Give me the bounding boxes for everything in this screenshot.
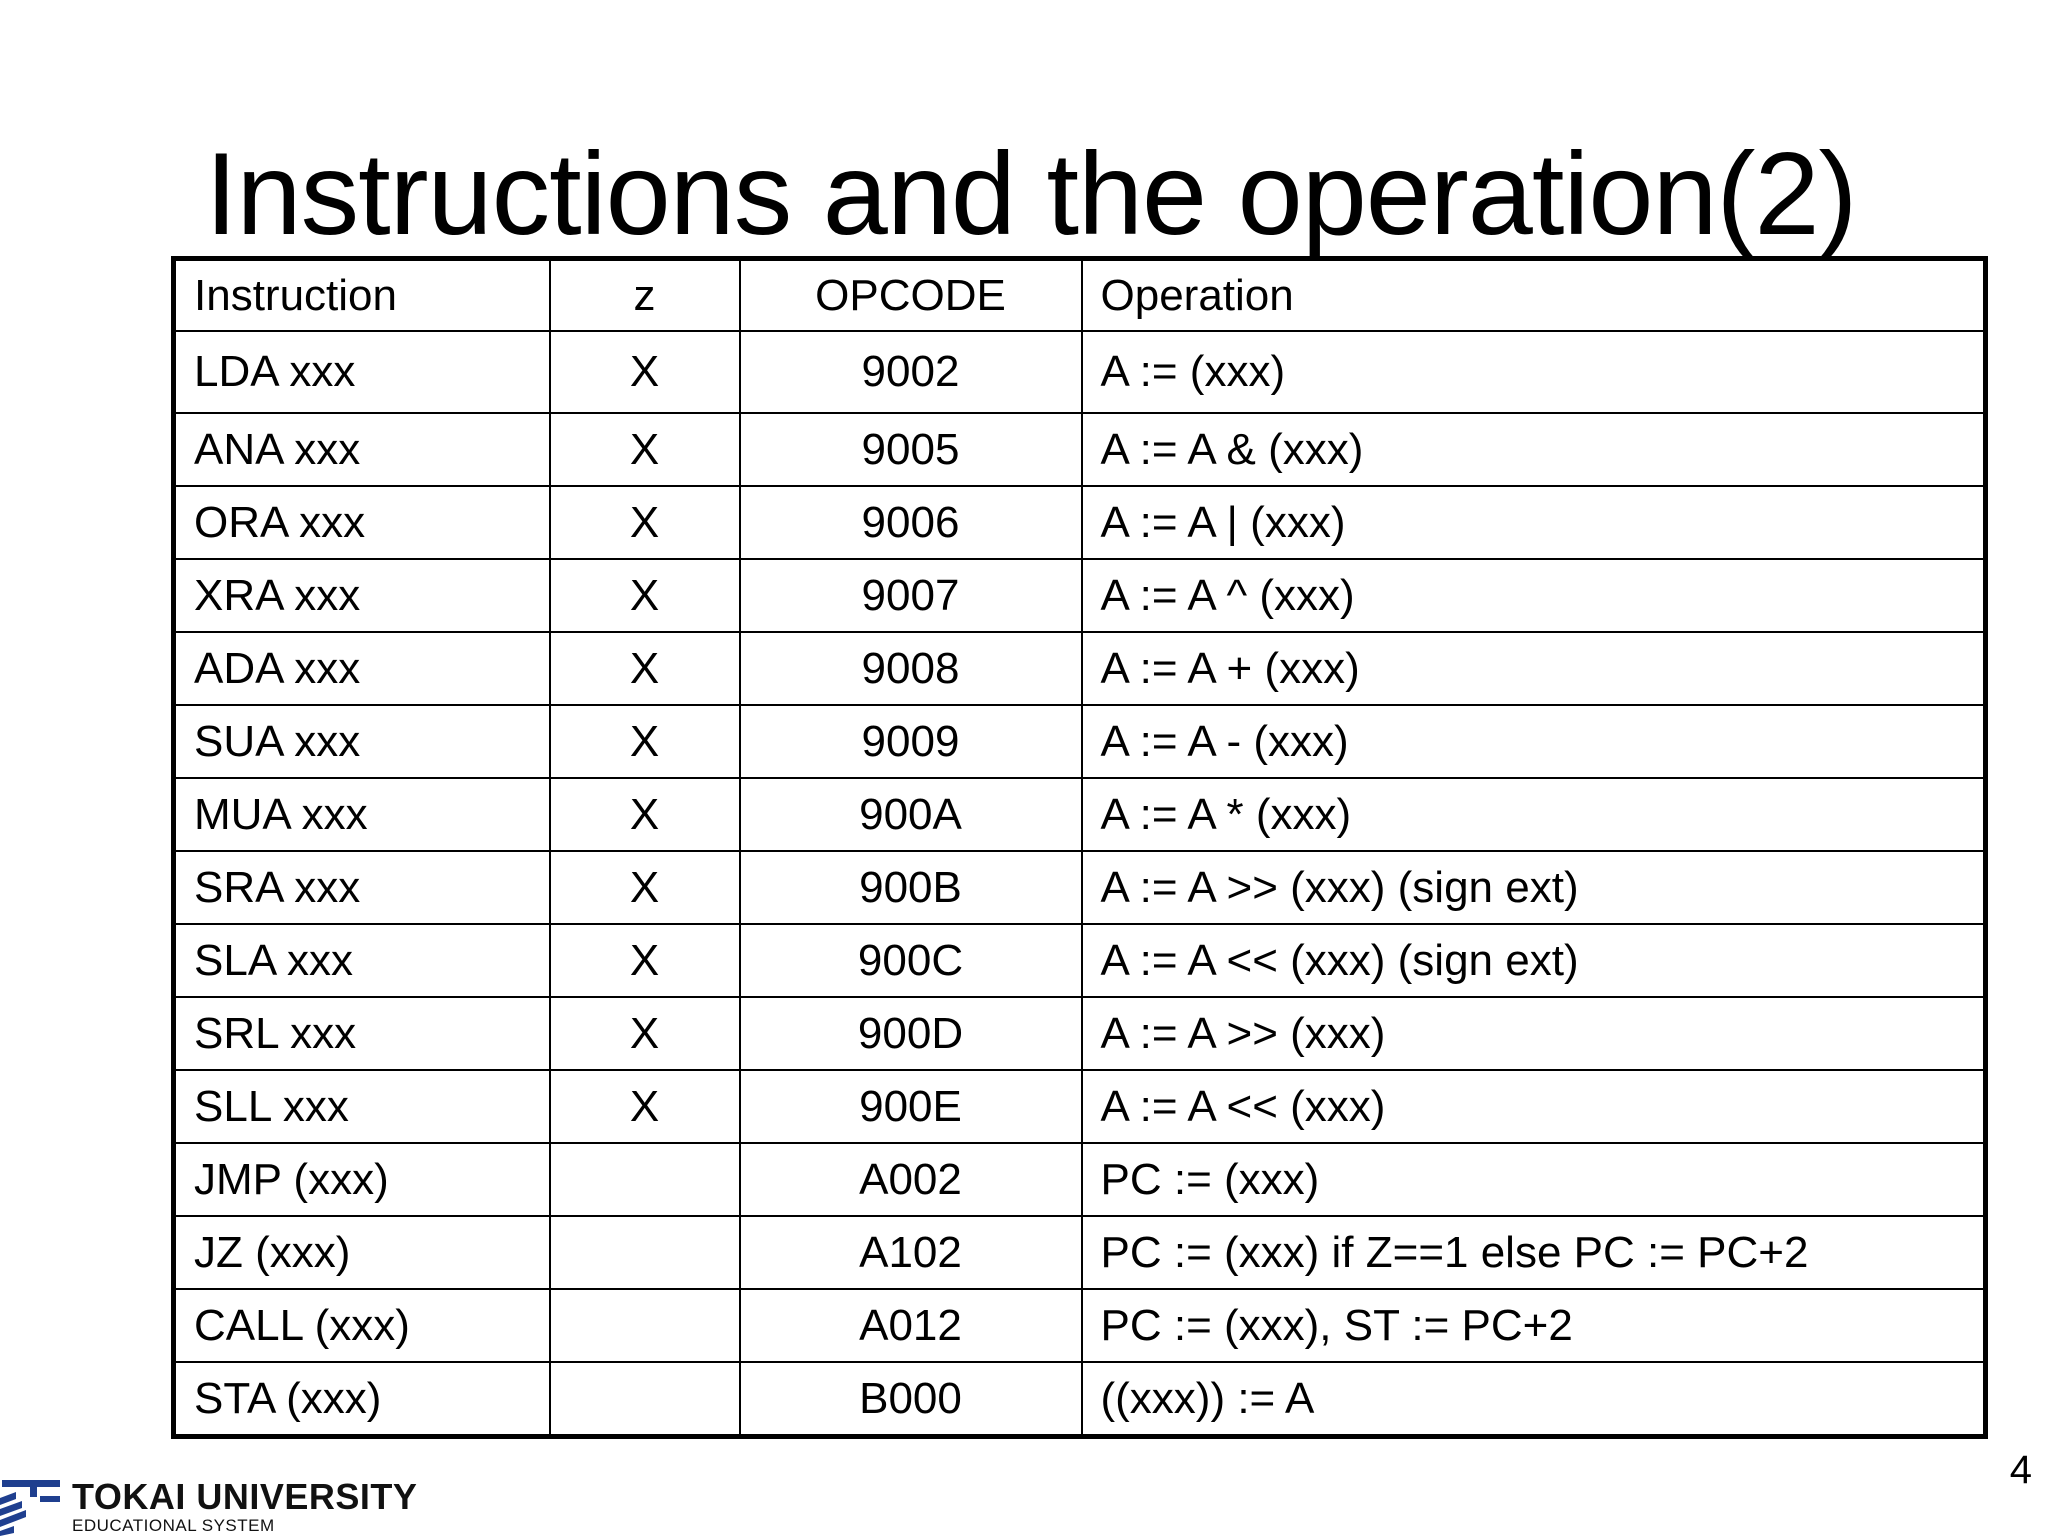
cell-instruction: SLL xxx: [174, 1070, 550, 1143]
cell-instruction: STA (xxx): [174, 1362, 550, 1437]
cell-instruction: SRA xxx: [174, 851, 550, 924]
slide-title: Instructions and the operation(2): [205, 128, 1857, 259]
table-row: [174, 413, 1986, 486]
cell-opcode: 9008: [740, 632, 1082, 705]
cell-z: X: [550, 778, 740, 851]
table-header-row: [174, 259, 1986, 332]
cell-operation: PC := (xxx): [1082, 1143, 1986, 1216]
cell-opcode: 9009: [740, 705, 1082, 778]
cell-operation: PC := (xxx), ST := PC+2: [1082, 1289, 1986, 1362]
logo-university-name: TOKAI UNIVERSITY: [72, 1476, 418, 1517]
table-row: [174, 1143, 1986, 1216]
cell-operation: ((xxx)) := A: [1082, 1362, 1986, 1437]
cell-instruction: MUA xxx: [174, 778, 550, 851]
header-opcode: OPCODE: [740, 259, 1082, 332]
cell-opcode: A012: [740, 1289, 1082, 1362]
cell-opcode: 900D: [740, 997, 1082, 1070]
header-z: z: [550, 259, 740, 332]
cell-instruction: JZ (xxx): [174, 1216, 550, 1289]
cell-instruction: SUA xxx: [174, 705, 550, 778]
cell-z: X: [550, 486, 740, 559]
cell-z: X: [550, 705, 740, 778]
cell-instruction: XRA xxx: [174, 559, 550, 632]
cell-instruction: SRL xxx: [174, 997, 550, 1070]
cell-z: X: [550, 559, 740, 632]
header-instruction: Instruction: [174, 259, 550, 332]
instruction-table: [171, 256, 1988, 1439]
cell-operation: PC := (xxx) if Z==1 else PC := PC+2: [1082, 1216, 1986, 1289]
table-row: [174, 331, 1986, 413]
cell-z: X: [550, 1070, 740, 1143]
table-body: [174, 331, 1986, 1437]
cell-operation: A := A + (xxx): [1082, 632, 1986, 705]
cell-z: X: [550, 997, 740, 1070]
cell-opcode: 9002: [740, 331, 1082, 413]
cell-instruction: LDA xxx: [174, 331, 550, 413]
table-row: [174, 924, 1986, 997]
cell-instruction: ADA xxx: [174, 632, 550, 705]
cell-instruction: ANA xxx: [174, 413, 550, 486]
cell-opcode: A002: [740, 1143, 1082, 1216]
table-row: [174, 559, 1986, 632]
table-row: [174, 1289, 1986, 1362]
page-number: 4: [2009, 1448, 2032, 1492]
table-row: [174, 778, 1986, 851]
cell-instruction: CALL (xxx): [174, 1289, 550, 1362]
cell-z: [550, 1216, 740, 1289]
table-row: [174, 632, 1986, 705]
table-row: [174, 997, 1986, 1070]
cell-opcode: B000: [740, 1362, 1082, 1437]
cell-operation: A := A * (xxx): [1082, 778, 1986, 851]
tokai-university-logo-icon: [0, 1478, 62, 1536]
university-logo: [0, 1476, 420, 1536]
table-row: [174, 486, 1986, 559]
cell-operation: A := A << (xxx) (sign ext): [1082, 924, 1986, 997]
cell-opcode: 900A: [740, 778, 1082, 851]
table-row: [174, 1070, 1986, 1143]
cell-z: [550, 1362, 740, 1437]
cell-operation: A := (xxx): [1082, 331, 1986, 413]
cell-opcode: 900E: [740, 1070, 1082, 1143]
cell-operation: A := A >> (xxx): [1082, 997, 1986, 1070]
cell-opcode: 9007: [740, 559, 1082, 632]
cell-opcode: 900B: [740, 851, 1082, 924]
table-row: [174, 1216, 1986, 1289]
cell-opcode: 9006: [740, 486, 1082, 559]
cell-z: [550, 1289, 740, 1362]
header-operation: Operation: [1082, 259, 1986, 332]
cell-operation: A := A >> (xxx) (sign ext): [1082, 851, 1986, 924]
cell-z: X: [550, 851, 740, 924]
cell-instruction: JMP (xxx): [174, 1143, 550, 1216]
cell-z: X: [550, 632, 740, 705]
cell-z: X: [550, 413, 740, 486]
cell-z: [550, 1143, 740, 1216]
cell-opcode: A102: [740, 1216, 1082, 1289]
table-row: [174, 1362, 1986, 1437]
cell-instruction: SLA xxx: [174, 924, 550, 997]
cell-opcode: 900C: [740, 924, 1082, 997]
cell-instruction: ORA xxx: [174, 486, 550, 559]
table-row: [174, 705, 1986, 778]
cell-operation: A := A ^ (xxx): [1082, 559, 1986, 632]
cell-operation: A := A << (xxx): [1082, 1070, 1986, 1143]
cell-operation: A := A - (xxx): [1082, 705, 1986, 778]
cell-operation: A := A | (xxx): [1082, 486, 1986, 559]
logo-subtitle: EDUCATIONAL SYSTEM: [72, 1516, 275, 1535]
table-row: [174, 851, 1986, 924]
cell-z: X: [550, 924, 740, 997]
cell-operation: A := A & (xxx): [1082, 413, 1986, 486]
cell-z: X: [550, 331, 740, 413]
cell-opcode: 9005: [740, 413, 1082, 486]
